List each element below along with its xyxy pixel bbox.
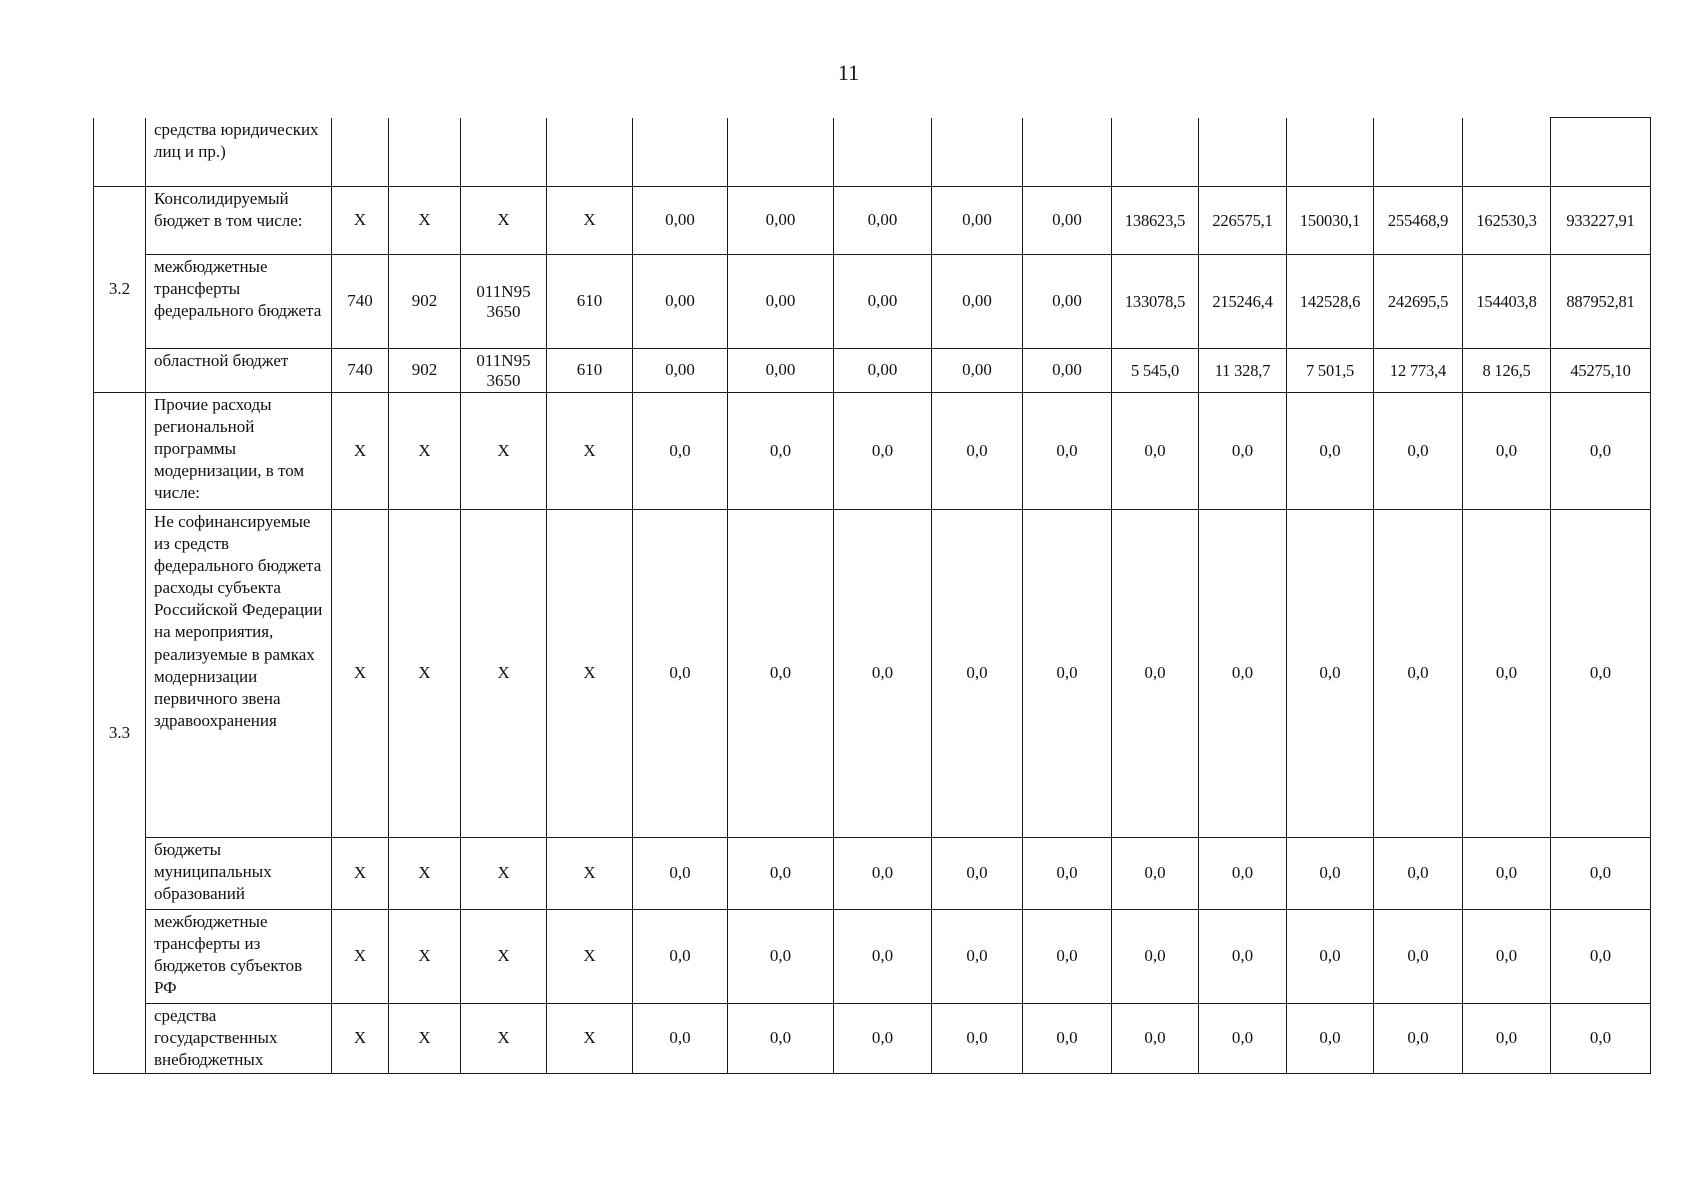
table-cell: 0,00 (932, 187, 1023, 255)
table-cell: X (547, 187, 633, 255)
table-cell: 0,00 (728, 349, 834, 393)
table-cell: 0,0 (1287, 393, 1374, 510)
table-cell: 0,0 (932, 393, 1023, 510)
table-cell: 0,0 (1023, 838, 1112, 910)
table-cell: X (547, 393, 633, 510)
table-cell: 740 (332, 349, 389, 393)
table-cell: 0,0 (728, 910, 834, 1004)
table-cell: 0,0 (1287, 510, 1374, 838)
table-cell: 142528,6 (1287, 255, 1374, 349)
table-cell: 0,0 (633, 910, 728, 1004)
table-cell: X (461, 838, 547, 910)
table-cell: 0,0 (728, 1004, 834, 1074)
table-cell: 0,0 (834, 838, 932, 910)
table-cell: 0,0 (728, 393, 834, 510)
table-cell: 11 328,7 (1199, 349, 1287, 393)
table-cell: 902 (389, 349, 461, 393)
table-cell: 0,0 (1374, 910, 1463, 1004)
table-cell: 740 (332, 255, 389, 349)
table-cell: 7 501,5 (1287, 349, 1374, 393)
table-cell: 0,0 (1199, 393, 1287, 510)
table-cell: 133078,5 (1112, 255, 1199, 349)
table-cell: 0,0 (1551, 838, 1651, 910)
row-label: областной бюджет (146, 349, 332, 393)
table-cell: X (461, 1004, 547, 1074)
table-cell: 610 (547, 255, 633, 349)
table-cell: X (461, 393, 547, 510)
table-cell: 0,0 (932, 1004, 1023, 1074)
table-cell: 150030,1 (1287, 187, 1374, 255)
table-row (94, 510, 1651, 838)
table-cell: X (332, 910, 389, 1004)
table-cell: 0,0 (633, 838, 728, 910)
table-cell: 0,00 (834, 187, 932, 255)
table-cell: 0,0 (1374, 838, 1463, 910)
table-cell: 0,0 (834, 910, 932, 1004)
table-cell: 226575,1 (1199, 187, 1287, 255)
table-cell: 0,00 (1023, 349, 1112, 393)
table-cell: 0,0 (1551, 393, 1651, 510)
table-cell: 0,0 (1112, 1004, 1199, 1074)
table-cell: 610 (547, 349, 633, 393)
row-label: межбюджетные трансферты из бюджетов субъектов РФ (146, 910, 332, 1004)
table-cell: 154403,8 (1463, 255, 1551, 349)
table-cell: X (389, 510, 461, 838)
table-cell: 0,0 (728, 510, 834, 838)
table-cell: 5 545,0 (1112, 349, 1199, 393)
table-cell: X (547, 838, 633, 910)
table-cell: X (389, 393, 461, 510)
table-cell: X (547, 1004, 633, 1074)
page-number: 11 (837, 60, 860, 85)
table-row (94, 910, 1651, 1004)
table-row (94, 118, 1651, 187)
table-cell: 0,0 (1199, 510, 1287, 838)
table-cell: 0,0 (1199, 838, 1287, 910)
table-cell: X (461, 187, 547, 255)
table-cell: X (332, 393, 389, 510)
table-cell: 011N95 3650 (461, 349, 547, 393)
table-cell: 0,0 (1463, 510, 1551, 838)
table-cell: 0,0 (1551, 1004, 1651, 1074)
table-cell: 0,0 (1112, 510, 1199, 838)
table-cell: 0,0 (1199, 1004, 1287, 1074)
row-label: бюджеты муниципальных образований (146, 838, 332, 910)
table-cell: 0,00 (1023, 187, 1112, 255)
table-cell: 0,0 (1551, 910, 1651, 1004)
table-cell: 0,0 (932, 910, 1023, 1004)
row-number-cell (94, 118, 146, 187)
table-cell: 0,0 (932, 510, 1023, 838)
table-cell: 0,00 (728, 255, 834, 349)
table-cell: 45275,10 (1551, 349, 1651, 393)
table-cell: X (389, 1004, 461, 1074)
table-cell: 12 773,4 (1374, 349, 1463, 393)
table-cell: 0,0 (633, 393, 728, 510)
budget-table (93, 117, 1651, 1074)
table-cell: X (389, 187, 461, 255)
table-row (94, 1004, 1651, 1074)
section-number: 3.3 (94, 393, 146, 1074)
table-row (94, 349, 1651, 393)
table-cell: X (332, 838, 389, 910)
table-cell: 0,0 (728, 838, 834, 910)
table-cell: 0,0 (1287, 838, 1374, 910)
table-cell: 0,00 (834, 255, 932, 349)
table-cell: 0,0 (834, 393, 932, 510)
table-cell: 0,00 (932, 349, 1023, 393)
table-cell: X (332, 187, 389, 255)
table-cell: X (547, 510, 633, 838)
table-cell: 887952,81 (1551, 255, 1651, 349)
table-cell: 0,00 (633, 255, 728, 349)
table-cell: 0,0 (1374, 510, 1463, 838)
table-cell: 0,00 (1023, 255, 1112, 349)
table-cell: 0,0 (633, 510, 728, 838)
table-cell: 0,00 (932, 255, 1023, 349)
table-cell: X (332, 1004, 389, 1074)
row-label: Консолидируемый бюджет в том числе: (146, 187, 332, 255)
section-number: 3.2 (94, 187, 146, 393)
table-cell: 0,0 (1112, 838, 1199, 910)
table-cell: X (547, 910, 633, 1004)
row-label: Не софинансируемые из средств федерального бюджета расходы субъекта Российской Федерации на мероприятия, реализуемые в рамках модернизации первичного звена здравоохранения (146, 510, 332, 838)
table-cell: 0,0 (1374, 393, 1463, 510)
table-cell: 0,0 (1023, 510, 1112, 838)
table-cell: X (461, 510, 547, 838)
table-cell: X (389, 838, 461, 910)
row-label: средства государственных внебюджетных (146, 1004, 332, 1074)
table-cell: 0,0 (1463, 1004, 1551, 1074)
table-cell: 0,0 (834, 1004, 932, 1074)
table-cell: 0,0 (1023, 1004, 1112, 1074)
table-row (94, 838, 1651, 910)
table-cell: 0,00 (633, 349, 728, 393)
table-cell: 0,0 (1463, 393, 1551, 510)
table-cell: 0,0 (1287, 910, 1374, 1004)
table-cell: 0,0 (834, 510, 932, 838)
table-cell: X (461, 910, 547, 1004)
table-cell: 0,0 (932, 838, 1023, 910)
table-cell: 0,0 (633, 1004, 728, 1074)
table-cell: 215246,4 (1199, 255, 1287, 349)
table-cell: 0,0 (1023, 910, 1112, 1004)
table-cell: 0,0 (1287, 1004, 1374, 1074)
table-cell: 011N95 3650 (461, 255, 547, 349)
table-cell: 0,0 (1551, 510, 1651, 838)
table-cell: 0,0 (1112, 910, 1199, 1004)
table-cell: 902 (389, 255, 461, 349)
table-row (94, 393, 1651, 510)
table-cell: 0,00 (834, 349, 932, 393)
table-cell: 0,0 (1199, 910, 1287, 1004)
table-row (94, 187, 1651, 255)
table-cell: 0,00 (728, 187, 834, 255)
table-cell: 0,0 (1463, 838, 1551, 910)
table-cell: 0,0 (1023, 393, 1112, 510)
row-label: Прочие расходы региональной программы модернизации, в том числе: (146, 393, 332, 510)
table-cell: 138623,5 (1112, 187, 1199, 255)
table-cell: 0,0 (1374, 1004, 1463, 1074)
table-cell: 255468,9 (1374, 187, 1463, 255)
table-cell: 8 126,5 (1463, 349, 1551, 393)
table-cell: 0,0 (1112, 393, 1199, 510)
table-row (94, 255, 1651, 349)
row-label: межбюджетные трансферты федерального бюджета (146, 255, 332, 349)
table-cell: X (332, 510, 389, 838)
row-label: средства юридических лиц и пр.) (146, 118, 332, 187)
table-cell: 0,0 (1463, 910, 1551, 1004)
table-cell: 0,00 (633, 187, 728, 255)
table-cell: 162530,3 (1463, 187, 1551, 255)
table-cell: 933227,91 (1551, 187, 1651, 255)
table-cell: X (389, 910, 461, 1004)
table-cell: 242695,5 (1374, 255, 1463, 349)
